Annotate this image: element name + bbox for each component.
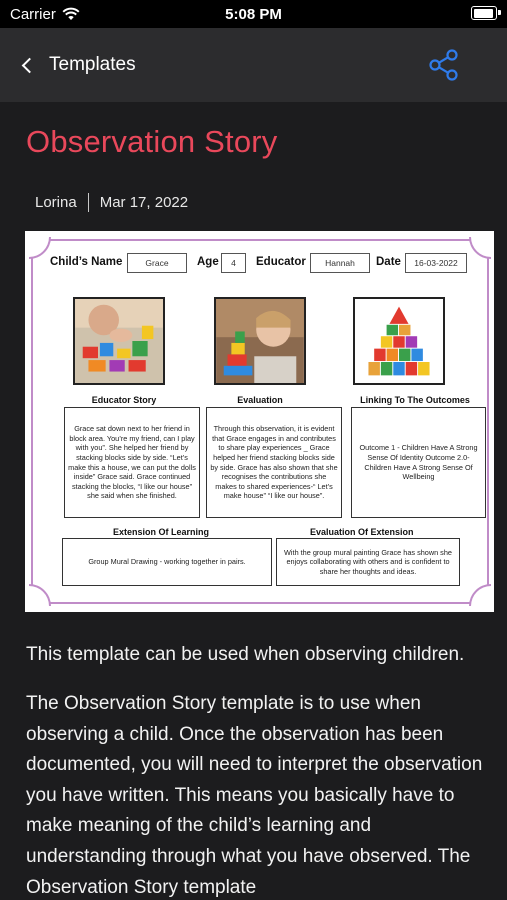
page-title: Observation Story bbox=[26, 124, 278, 159]
evaluation-box: Through this observation, it is evident that Grace engages in and contributes to share play experiences _ Grace helped her friend stacking blocks side by side. Grace has also shown that she recognises the contributions she makes to shared experiences-“ Let’s make house” “I like our house”. bbox=[206, 407, 342, 518]
publish-date: Mar 17, 2022 bbox=[99, 194, 189, 211]
body-paragraph: The Observation Story template is to use when observing a child. Once the observation has been documented, you will need to interpret the observation you have written. This means you basically have to make meaning of the child’s learning and understanding through what you have observed. The Observation Story template bbox=[26, 693, 483, 898]
author-name: Lorina bbox=[35, 194, 77, 211]
stacking-blocks-photo bbox=[214, 297, 306, 385]
childs-name-label: Child’s Name bbox=[50, 256, 123, 268]
educator-field: Hannah bbox=[310, 253, 370, 273]
chevron-left-icon bbox=[22, 57, 38, 73]
date-field: 16-03-2022 bbox=[405, 253, 467, 273]
block-play-photo bbox=[73, 297, 165, 385]
carrier-label: Carrier bbox=[10, 5, 56, 23]
meta-divider bbox=[88, 193, 89, 212]
evaluation-label: Evaluation bbox=[237, 395, 283, 405]
evaluation-extension-box: With the group mural painting Grace has shown she enjoys collaborating with others and is confident to share her thoughts and ideas. bbox=[276, 538, 460, 586]
intro-paragraph: This template can be used when observing children. bbox=[26, 644, 465, 665]
outcomes-label: Linking To The Outcomes bbox=[360, 395, 470, 405]
article-meta bbox=[35, 193, 188, 212]
block-tower-photo bbox=[353, 297, 445, 385]
educator-story-box: Grace sat down next to her friend in block area. You’re my friend, can I play with you”. She helped her friend by stacking blocks side by side. “Let’s make this a house, we can put the dolls inside” Grace said. Grace continued stacking the blocks, “I like our house” she said when she finished. bbox=[64, 407, 200, 518]
back-button-label: Templates bbox=[49, 54, 136, 75]
battery-icon bbox=[471, 6, 497, 20]
carrier-group bbox=[10, 6, 80, 23]
evaluation-extension-label: Evaluation Of Extension bbox=[310, 527, 414, 537]
age-label: Age bbox=[197, 256, 219, 268]
childs-name-field: Grace bbox=[127, 253, 187, 273]
share-icon[interactable] bbox=[427, 48, 461, 82]
extension-label: Extension Of Learning bbox=[113, 527, 210, 537]
outcomes-box: Outcome 1 - Children Have A Strong Sense Of Identity Outcome 2.0- Children Have A Strong Sense Of Wellbeing bbox=[351, 407, 486, 518]
educator-story-label: Educator Story bbox=[91, 395, 157, 405]
template-preview-image[interactable] bbox=[25, 231, 494, 612]
navigation-bar bbox=[0, 28, 507, 102]
status-time: 5:08 PM bbox=[225, 5, 282, 23]
status-bar bbox=[0, 0, 507, 28]
date-label: Date bbox=[376, 256, 401, 268]
article-content[interactable] bbox=[0, 102, 507, 900]
educator-label: Educator bbox=[256, 256, 306, 268]
back-button[interactable] bbox=[24, 54, 136, 76]
extension-box: Group Mural Drawing - working together in pairs. bbox=[62, 538, 272, 586]
wifi-icon bbox=[62, 7, 80, 21]
age-field: 4 bbox=[221, 253, 246, 273]
template-document bbox=[25, 231, 494, 612]
